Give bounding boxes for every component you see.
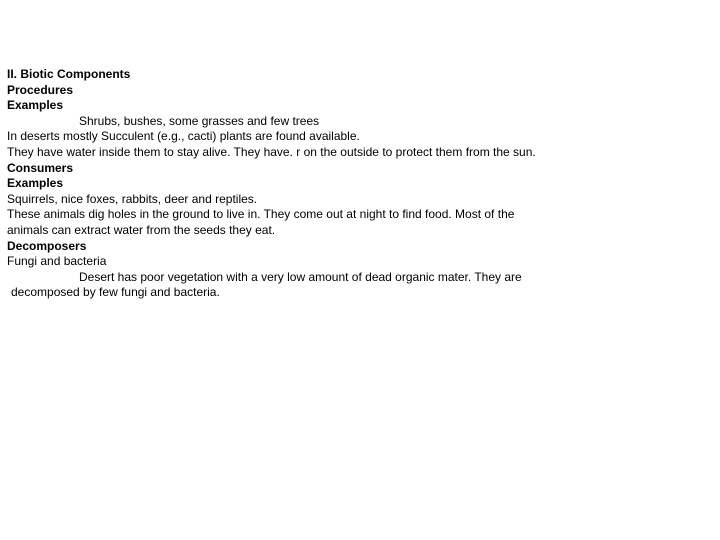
- subheading-consumers: Consumers: [7, 160, 74, 175]
- subheading-decomposers: Decomposers: [7, 238, 87, 253]
- paragraph-line: animals can extract water from the seeds they eat.: [7, 222, 276, 237]
- paragraph-line: They have water inside them to stay alive. They have. r on the outside to protect them from the sun.: [7, 144, 536, 159]
- subheading-examples: Examples: [7, 176, 64, 191]
- consumer-examples-text: Squirrels, nice foxes, rabbits, deer and reptiles.: [7, 191, 258, 206]
- subheading-examples: Examples: [7, 98, 64, 113]
- document-body: [7, 67, 707, 301]
- paragraph-line: In deserts mostly Succulent (e.g., cacti) plants are found available.: [7, 129, 360, 144]
- paragraph-line: decomposed by few fungi and bacteria.: [11, 285, 220, 300]
- decomposer-examples-text: Fungi and bacteria: [7, 254, 107, 269]
- producer-examples-text: Shrubs, bushes, some grasses and few trees: [79, 113, 320, 128]
- paragraph-line: Desert has poor vegetation with a very low amount of dead organic mater. They are: [79, 269, 522, 284]
- section-heading-biotic-components: II. Biotic Components: [7, 67, 131, 81]
- subheading-procedures: Procedures: [7, 82, 74, 97]
- paragraph-line: These animals dig holes in the ground to live in. They come out at night to find food. Most of the: [7, 207, 515, 222]
